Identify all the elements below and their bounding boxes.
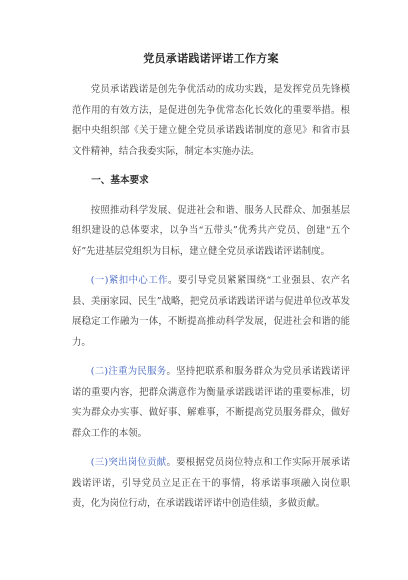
item-paragraph-1 (72, 271, 350, 353)
document-title: 党员承诺践诺评诺工作方案 (143, 52, 279, 65)
item-paragraph-3 (72, 453, 350, 515)
item-text-2: 。坚持把联系和服务群众为党员承诺践诺评诺的重要内容，把群众满意作为衡量承诺践诺评诺的重要标准，切实为群众办实事、做好事、解难事，不断提高党员服务群众，做好群众工作的本领。 (72, 366, 350, 439)
item-heading-1: (一)紧扣中心工作 (90, 275, 168, 286)
item-heading-3: (三)突出岗位贡献 (90, 457, 167, 468)
item-paragraph-2 (72, 362, 350, 444)
item-text-1: 。要引导党员紧紧围绕“工业强县、农产名县、美丽家园、民生”战略，把党员承诺践诺评诺与促进单位改革发展稳定工作融为一体，不断提高推动科学发展，促进社会和谐的能力。 (72, 275, 350, 348)
item-text-3: 。要根据党员岗位特点和工作实际开展承诺践诺评诺，引导党员立足正在干的事情，将承诺事项融入岗位职责，化为岗位行动，在承诺践诺评诺中创造佳绩，多做贡献。 (72, 457, 350, 509)
intro-paragraph: 党员承诺践诺是创先争优活动的成功实践，是发挥党员先锋模范作用的有效方法，是促进创先争优常态化长效化的重要举措。根据中央组织部《关于建立健全党员承诺践诺制度的意见》和省市县文件精神，结合我委实际，制定本实施办法。 (72, 84, 350, 157)
section-paragraph: 按照推动科学发展、促进社会和谐、服务人民群众、加强基层组织建设的总体要求，以争当“五带头”优秀共产党员、创建“五个好”先进基层党组织为目标，建立健全党员承诺践诺评诺制度。 (72, 204, 350, 257)
item-heading-2: (二)注重为民服务 (90, 366, 167, 377)
section-heading-basic-requirements: 一、基本要求 (91, 175, 149, 186)
